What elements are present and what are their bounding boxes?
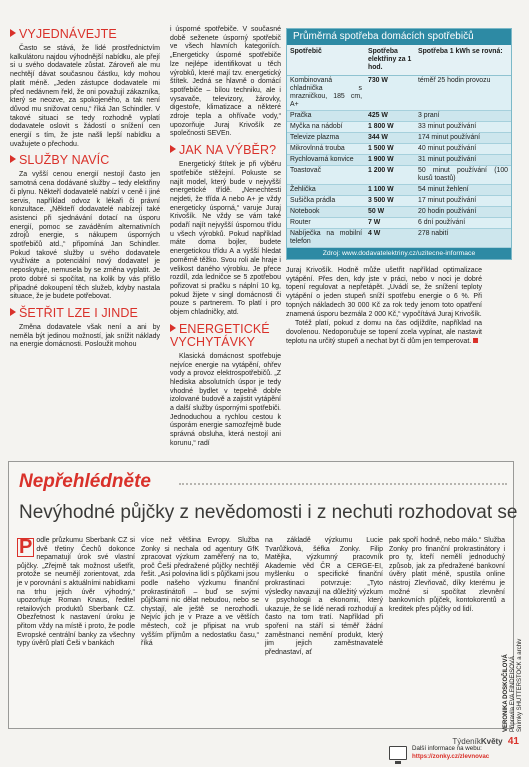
section-heading-vychytavky	[170, 323, 281, 349]
table-cell-app: Sušička prádla	[287, 196, 365, 207]
consumption-table	[287, 45, 511, 248]
table-cell-note: 31 minut používání	[415, 155, 511, 166]
paragraph: Energetický štítek je při výběru spotřebiče stěžejní. Pokuste se najít model, který bude v nejvyšší energetické třídě. „Nenechtesti nejdeti, že třída A nebo A+ je vždy energeticky úsporná,“ varuje Juraj Krivošík. Ne vždy se vám také podaří najít nejvyšší úspornou třídu u všech výrobků. Pokud například máte doma bojler, budete energetickou třídu A a vyšší hledat poměrně těžko. Svou roli ale hraje i velikost daného výrobku. Je přece rozdíl, zda ledničce se 5 zpotřebou pořizovat si pračku s náplní 10 kg, pokud žijete v singl domácnosti či pouze s partnerem. To platí i pro objem chladničky, atd.	[170, 161, 281, 317]
table-cell-pow: 344 W	[365, 133, 415, 144]
table-cell-note: 3 praní	[415, 111, 511, 122]
feature-column-3: na základě výzkumu Lucie Tvarůžková, šéfka Zonky. Filip Matějka, výzkumný pracovník Akademie věd ČR a CERGE-EI, myšlenku o specifické finanční prokrastinaci potvrzuje: „Tyto výsledky navazují na důležitý výzkum v psychologii a ekonomii, který ukazuje, že se lidé neradi rozhodují a často na tom tratí. Například při spoření na stáří si téměř žádní zaměstnanci nemění produkt, který jim jejich zaměstnavatelé přednastaví, ať	[265, 537, 383, 656]
table-row	[287, 122, 511, 133]
table-cell-pow: 3 500 W	[365, 196, 415, 207]
table-cell-note: téměř 25 hodin provozu	[415, 76, 511, 111]
table-cell-note: 6 dní používání	[415, 218, 511, 229]
section-heading-setrit	[10, 307, 160, 320]
heading-text: ŠETŘIT LZE I JINDE	[19, 305, 138, 320]
section-arrow-icon	[170, 145, 176, 153]
table-cell-note: 174 minut používání	[415, 133, 511, 144]
heading-text: SLUŽBY NAVÍC	[19, 153, 110, 168]
table-header: Spotřeba 1 kWh se rovná:	[415, 45, 511, 76]
photo-credit-text	[503, 552, 525, 732]
table-cell-note: 40 minut používání	[415, 144, 511, 155]
table-cell-app: Mikrovlnná trouba	[287, 144, 365, 155]
table-header-row	[287, 45, 511, 76]
table-row	[287, 76, 511, 111]
computer-icon	[389, 746, 407, 760]
table-row	[287, 218, 511, 229]
section-arrow-icon	[10, 155, 16, 163]
table-cell-note: 50 minut používání (100 kusů toastů)	[415, 166, 511, 185]
table-cell-note: 17 minut používání	[415, 196, 511, 207]
table-cell-app: Pračka	[287, 111, 365, 122]
paragraph: Často se stává, že lidé prostřednictvím kalkulátoru najdou výhodnější nabídku, ale přejí si u svého dodavatele zůstat. Zároveň ale mu nechtějí dávat současnou částku, kdy mohou platit méně. „Jeden zástupce dodavatele mi před nedávnem řekl, že oni považují zákazníka, který se neozve, za spokojeného, a tak není důvod mu snižovat cenu,“ říká Jan Schindler. V takové situaci se tedy rozhodně vyplatí dodavatele oslovit s žádostí o snížení cen energií s tím, že jste našli lepší nabídku a uvažujete o přechodu.	[10, 45, 160, 148]
feature-column-4: pak spoří hodně, nebo málo.“ Služba Zonky pro finanční prokrastinátory i pro ty, kteří nemělí jednoduchý způsob, jak za předražené bankovní úvěry platit méně, spustila online nástroj Zlevňovač, díky kterému je možné si spočítat zlevnění bankovních půjček, kontokorentů a kreditek přes půjčky od lidí.	[389, 537, 505, 613]
heading-text: VYJEDNÁVEJTE	[19, 27, 117, 41]
table-cell-pow: 4 W	[365, 229, 415, 248]
paragraph: Změna dodavatele však není a ani by neměla být jedinou možností, jak snížit náklady na energie domácnosti. Posloužit mohou	[10, 323, 160, 349]
table-cell-pow: 1 100 W	[365, 185, 415, 196]
table-row	[287, 166, 511, 185]
magazine-name: Květy	[480, 737, 503, 746]
section-arrow-icon	[10, 29, 16, 37]
drop-cap: P	[19, 536, 33, 558]
table-cell-pow: 1 200 W	[365, 166, 415, 185]
heading-text: ENERGETICKÉ VYCHYTÁVKY	[170, 321, 270, 349]
table-title: Průměrná spotřeba domácích spotřebičů	[287, 29, 511, 45]
table-cell-pow: 730 W	[365, 76, 415, 111]
web-info-text	[412, 745, 504, 760]
paragraph: Za vyšší cenou energií nestojí často jen samotná cena dodávané služby – tedy elektřiny či plynu. Někteří dodavatelé nabízí v ceně i jiné servis, například odvoz k lékaři či právní konzultace. „Někteří dodavatelé nabízejí také asistenci při sjednávání dotací na úsporu energií, pomoc se zaváděním alternativních zdrojů energie, s nákupem úsporných spotřebičů atd.,“ připomíná Jan Schindler. Pokud takové služby u svého dodavatele využíváte a potenciální nový dodavatel je neposkytuje, nemusela by se změna vyplatit. Je proto dobré si spočítat, na kolik by vás přišlo případné dokoupení těch služeb, kdyby nastala situace, že je budete potřebovat.	[10, 171, 160, 301]
table-row	[287, 133, 511, 144]
magazine-name-prefix: Týdeník	[452, 737, 481, 746]
table-cell-note: 20 hodin používání	[415, 207, 511, 218]
table-cell-app: Televize plazma	[287, 133, 365, 144]
section-heading-jak-na-vyber	[170, 144, 281, 157]
paragraph: Klasická domácnost spotřebuje nejvíce energie na vytápění, ohřev vody a provoz elektrospotřebičů. „Z hlediska absolutních úspor je tedy vhodné bydlet v tepelně dobře izolované budově a zajistit vytápění a další služby úspornými spotřebiči. Jednoduchou a rychlou cestou k úsporám energie samozřejmě bude správná obsluha, která nestojí ani korunu,“ radí	[170, 352, 281, 447]
table-source: Zdroj: www.dodavatelektriny.cz/uzitecne-informace	[287, 248, 511, 259]
table-cell-note: 33 minut používání	[415, 122, 511, 133]
paragraph: Juraj Krivošík. Hodně může ušetřit například optimalizace vytápění. Přes den, kdy jste v práci, nebo v noci je dobré topení regulovat a nepřetápět. „Uvádí se, že snížení teploty vytápění o jeden stupeň sníží spotřebu energie o 6 %. Při topných nákladech 30 000 Kč za rok tedy jenom toto opatření znamená úsporu bezmála 2 000 Kč,“ vypočítává Juraj Krivošík.	[286, 267, 482, 318]
table-row	[287, 185, 511, 196]
article-column-3	[286, 28, 512, 347]
table-cell-pow: 50 W	[365, 207, 415, 218]
feature-column-2: více než většina Evropy. Služba Zonky si nechala od agentury GfK zpracovat výzkum zaměřený na to, proč Češi předražené půjčky nechtějí řešit. „Asi polovina lidí s půjčkami jsou podle našeho výzkumu finanční prokrastinátoři – buď se svými půjčkami nic dělat nebudou, nebo se chystají, ale ještě se nerozhodli. Nejvíc jich je v Praze a ve větších městech, což je připisat na vrub vyšším příjmům a nedostatku času,“ říká	[141, 537, 259, 648]
section-heading-sluzby	[10, 154, 160, 167]
table-cell-app: Myčka na nádobí	[287, 122, 365, 133]
author-name: VERONIKA DOSKOČILOVÁ	[503, 654, 509, 732]
credit-line: Připravila EVA FINDEISOVÁ	[510, 656, 516, 732]
paragraph: i úsporné spotřebiče. V současné době seženete úsporný spotřebič ve všech hlavních kategoriích. „Energeticky úsporné spotřebiče lze nejlépe identifikovat u těch výrobků, které mají tzv. energetický štítek. Jedná se hlavně o domácí spotřebiče – bílou techniku, ale i vysavače, televizory, žárovky, digestoře, klimatizace a některé zdroje tepla a ohřívače vody,“ upozorňuje Juraj Krivošík ze společnosti SEVEn.	[170, 26, 281, 138]
table-header: Spotřebič	[287, 45, 365, 76]
web-info	[389, 745, 505, 767]
paragraph	[286, 320, 482, 346]
page-footer	[452, 736, 519, 747]
end-mark-icon	[473, 338, 478, 343]
table-row	[287, 155, 511, 166]
dotted-divider	[179, 483, 507, 485]
page-number: 41	[507, 736, 519, 747]
table-cell-pow: 425 W	[365, 111, 415, 122]
table-header: Spotřeba elektřiny za 1 hod.	[365, 45, 415, 76]
feature-text: odle průzkumu Sberbank CZ si dvě třetiny Čechů dokonce nepamatují úrok své vlastní půjčky. „Zřejmě tak možnost ušetřit, protože se neumějí zorientovat, zda je v porovnání s aktuálními nabídkami na trhu jejich úvěr výhodný,“ upozorňuje Roman Knaus, ředitel retailových produktů Sberbank CZ. Obezřetnost k nastavení úroku je přitom vždy na místě i proto, že podle Evropské centrální banky za všechny typy úvěrů platí Češi v bankách	[17, 537, 135, 648]
table-cell-pow: 7 W	[365, 218, 415, 229]
feature-kicker: Nepřehlédněte	[19, 471, 151, 492]
section-arrow-icon	[10, 308, 16, 316]
web-info-label: Další informace na webu:	[412, 745, 482, 752]
section-heading-vyjednavejte	[10, 28, 160, 41]
table-cell-app: Router	[287, 218, 365, 229]
table-row	[287, 144, 511, 155]
table-cell-app: Rychlovarná konvice	[287, 155, 365, 166]
section-arrow-icon	[170, 324, 176, 332]
table-cell-pow: 1 500 W	[365, 144, 415, 155]
table-cell-pow: 1 800 W	[365, 122, 415, 133]
table-row	[287, 229, 511, 248]
table-cell-app: Žehlička	[287, 185, 365, 196]
table-cell-note: 278 nabití	[415, 229, 511, 248]
feature-column-1	[17, 537, 135, 649]
table-cell-app: Notebook	[287, 207, 365, 218]
table-cell-app: Nabíječka na mobilní telefon	[287, 229, 365, 248]
table-row	[287, 111, 511, 122]
consumption-table-box	[286, 28, 512, 260]
article-column-2	[170, 26, 281, 450]
table-row	[287, 207, 511, 218]
credit-line: Snímky SHUTTERSTOCK a archiv	[517, 638, 523, 732]
photo-credit	[503, 552, 525, 732]
paragraph-text: Totéž platí, pokud z domu na čas odjíždíte, například na dovolenou. Nedoporučuje se topení zcela vypínat, ale nastavit teplotu na určitý stupeň a nechat byt či dům jen temperovat.	[286, 320, 482, 345]
table-row	[287, 196, 511, 207]
web-info-link[interactable]: https://zonky.cz/zlevnovac	[412, 752, 490, 760]
table-cell-app: Kombinovaná chladnička s mrazničkou, 185 cm, A+	[287, 76, 365, 111]
article-column-1	[10, 26, 160, 351]
feature-headline: Nevýhodné půjčky z nevědomosti i z nechuti rozhodovat se	[19, 502, 518, 523]
heading-text: JAK NA VÝBĚR?	[179, 143, 277, 158]
table-cell-pow: 1 900 W	[365, 155, 415, 166]
table-cell-app: Toastovač	[287, 166, 365, 185]
table-cell-note: 54 minut žehlení	[415, 185, 511, 196]
